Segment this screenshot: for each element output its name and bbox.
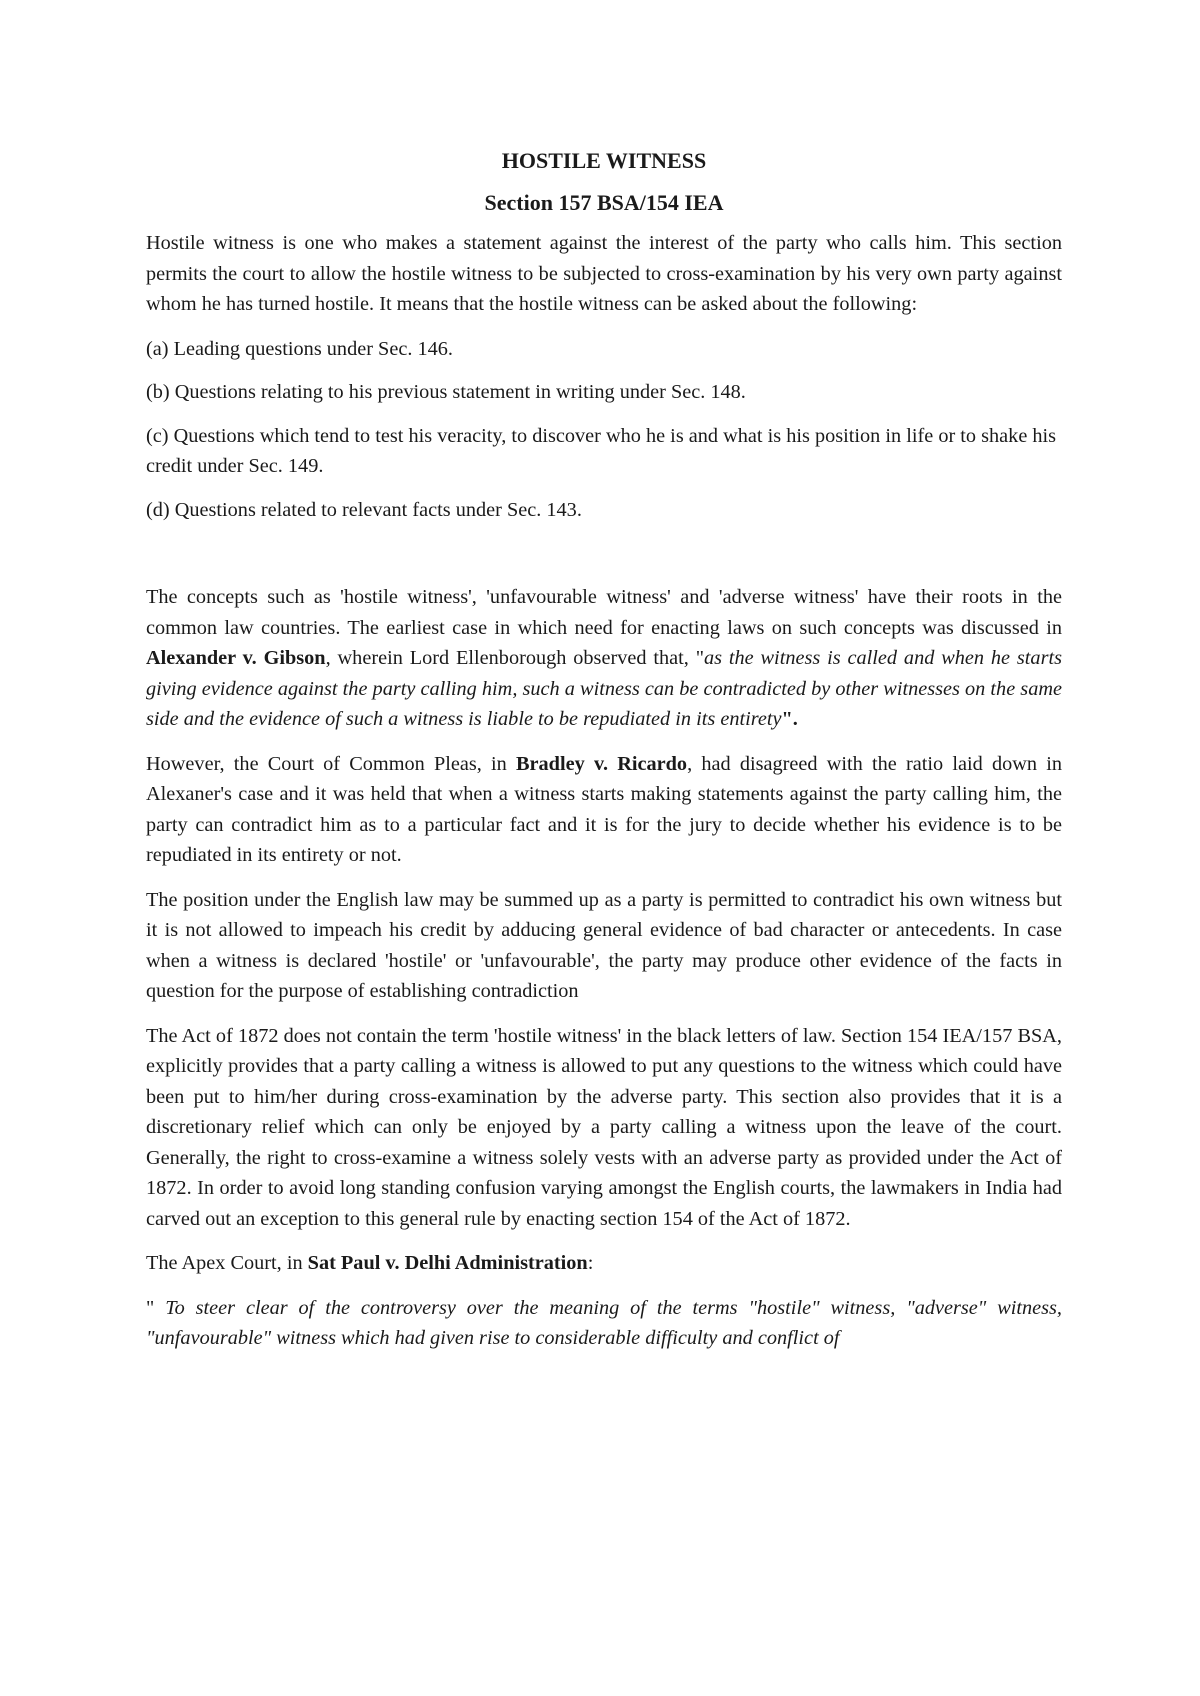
bradley-post: , had disagreed with the ratio laid down in Alexaner's case and it was held that when a witness starts making statements against the party calling him, the party can contradict him as to a particular fact and it is for the jury to decide whether his evidence is to be repudiated in its entirety or not. (146, 752, 1062, 866)
document-title: HOSTILE WITNESS (501, 148, 707, 173)
sat-paul-quote: To steer clear of the controversy over the meaning of the terms "hostile" witness, "adverse" witness, "unfavourable" witness which had given rise to considerable difficulty and conflict of (146, 1296, 1062, 1349)
list-item-a: (a) Leading questions under Sec. 146. (146, 337, 453, 360)
apex-pre: The Apex Court, in (146, 1252, 308, 1274)
apex-post: : (587, 1252, 594, 1274)
case-bradley-v-ricardo: Bradley v. Ricardo (516, 752, 688, 775)
quote-open: " (146, 1296, 166, 1319)
apex-court-paragraph (146, 1248, 1062, 1279)
concepts-text: The concepts such as 'hostile witness', 'unfavourable witness' and 'adverse witness' have their roots in the common law countries. The earliest case in which need for enacting laws on such concepts was discussed in (146, 586, 1062, 639)
sat-paul-quote-paragraph (146, 1293, 1062, 1354)
act-1872-paragraph: The Act of 1872 does not contain the term 'hostile witness' in the black letters of law. Section 154 IEA/157 BSA, explicitly provides that a party calling a witness is allowed to put any questions to the witness which could have been put to him/her during cross-examination by the adverse party. This section also provides that it is a discretionary relief which can only be enjoyed by a party calling a witness upon the leave of the court. Generally, the right to cross-examine a witness solely vests with an adverse party as provided under the Act of 1872. In order to avoid long standing confusion varying amongst the English courts, the lawmakers in India had carved out an exception to this general rule by enacting section 154 of the Act of 1872. (146, 1024, 1062, 1230)
list-item-d: (d) Questions related to relevant facts under Sec. 143. (146, 498, 582, 521)
document-page (146, 146, 1062, 1368)
list-item-b: (b) Questions relating to his previous statement in writing under Sec. 148. (146, 381, 746, 403)
bradley-paragraph (146, 749, 1062, 871)
intro-paragraph: Hostile witness is one who makes a statement against the interest of the party who calls him. This section permits the court to allow the hostile witness to be subjected to cross-examination by his very own party against whom he has turned hostile. It means that the hostile witness can be asked about the following: (146, 232, 1062, 315)
list-item-c: (c) Questions which tend to test his veracity, to discover who he is and what is his position in life or to shake his credit under Sec. 149. (146, 424, 1057, 477)
ellenborough-quote: as the witness is called and when he starts giving evidence against the party calling him, such a witness can be contradicted by other witnesses on the same side and the evidence of such a witness is liable to be repudiated in its entirety (146, 647, 1062, 730)
concepts-paragraph (146, 582, 1062, 735)
case-alexander-v-gibson: Alexander v. Gibson (146, 647, 326, 669)
document-subtitle: Section 157 BSA/154 IEA (484, 190, 724, 215)
english-law-paragraph: The position under the English law may be summed up as a party is permitted to contradict his own witness but it is not allowed to impeach his credit by adducing general evidence of bad character or antecedents. In case when a witness is declared 'hostile' or 'unfavourable', the party may produce other evidence of the facts in question for the purpose of establishing contradiction (146, 888, 1062, 1002)
case-sat-paul: Sat Paul v. Delhi Administration (307, 1252, 588, 1274)
concepts-mid: , wherein Lord Ellenborough observed that, " (325, 647, 704, 669)
blank-gap (146, 538, 1062, 582)
bradley-pre: However, the Court of Common Pleas, in (146, 752, 517, 775)
concepts-end: ". (781, 708, 798, 730)
